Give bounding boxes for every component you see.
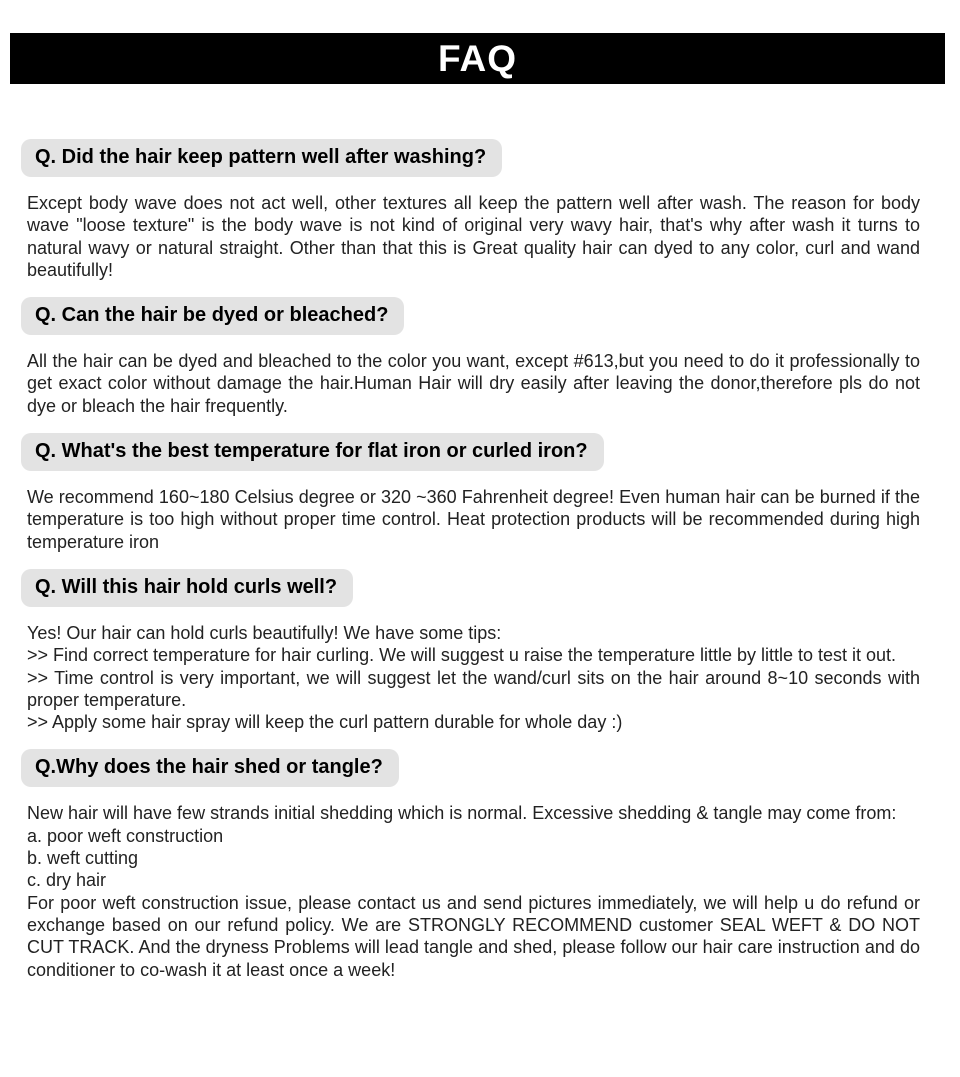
faq-item [27,417,920,553]
faq-answer-paragraph: a. poor weft construction [27,825,224,846]
faq-answer [27,486,920,553]
faq-question: Q. Can the hair be dyed or bleached? [21,297,404,335]
faq-question: Q. Will this hair hold curls well? [21,569,353,607]
faq-item [27,733,920,980]
faq-question: Q. What's the best temperature for flat iron or curled iron? [21,433,604,471]
faq-item [27,553,920,733]
faq-item [27,281,920,417]
faq-answer-paragraph: New hair will have few strands initial shedding which is normal. Excessive shedding & tangle may come from: [27,803,897,824]
faq-answer-paragraph: c. dry hair [27,870,107,891]
faq-answer-paragraph: All the hair can be dyed and bleached to the color you want, except #613,but you need to do it professionally to get exact color without damage the hair.Human Hair will dry easily after leaving the donor,therefore pls do not dye or bleach the hair frequently. [27,351,920,416]
faq-answer [27,802,920,980]
faq-answer-paragraph: b. weft cutting [27,848,139,869]
faq-banner-title: FAQ [437,37,518,79]
faq-answer [27,622,920,733]
faq-item [27,84,920,281]
faq-answer-paragraph: We recommend 160~180 Celsius degree or 320 ~360 Fahrenheit degree! Even human hair can be burned if the temperature is too high without proper time control. Heat protection products will be recommended during high temperature iron [27,487,920,552]
faq-answer-paragraph: For poor weft construction issue, please contact us and send pictures immediately, we will help u do refund or exchange based on our refund policy. We are STRONGLY RECOMMEND customer SEAL WEFT & DO NOT CUT TRACK. And the dryness Problems will lead tangle and shed, please follow our hair care instruction and do conditioner to co-wash it at least once a week! [27,892,920,980]
faq-answer-paragraph: >> Find correct temperature for hair curling. We will suggest u raise the temperature little by little to test it out. [27,645,897,666]
faq-answer [27,192,920,281]
faq-answer-paragraph: >> Time control is very important, we will suggest let the wand/curl sits on the hair around 8~10 seconds with proper temperature. [27,667,920,710]
faq-question: Q.Why does the hair shed or tangle? [21,749,399,787]
faq-answer-paragraph: Yes! Our hair can hold curls beautifully! We have some tips: [27,622,502,643]
faq-banner [10,33,945,84]
faq-answer-paragraph: >> Apply some hair spray will keep the curl pattern durable for whole day :) [27,712,623,733]
faq-content [0,84,960,981]
faq-answer-paragraph: Except body wave does not act well, other textures all keep the pattern well after wash. The reason for body wave "loose texture" is the body wave is not kind of original very wavy hair, that's why after wash it turns to natural wavy or natural straight. Other than that this is Great quality hair can dyed to any color, curl and wand beautifully! [27,193,920,280]
faq-answer [27,350,920,417]
faq-question: Q. Did the hair keep pattern well after washing? [21,139,502,177]
